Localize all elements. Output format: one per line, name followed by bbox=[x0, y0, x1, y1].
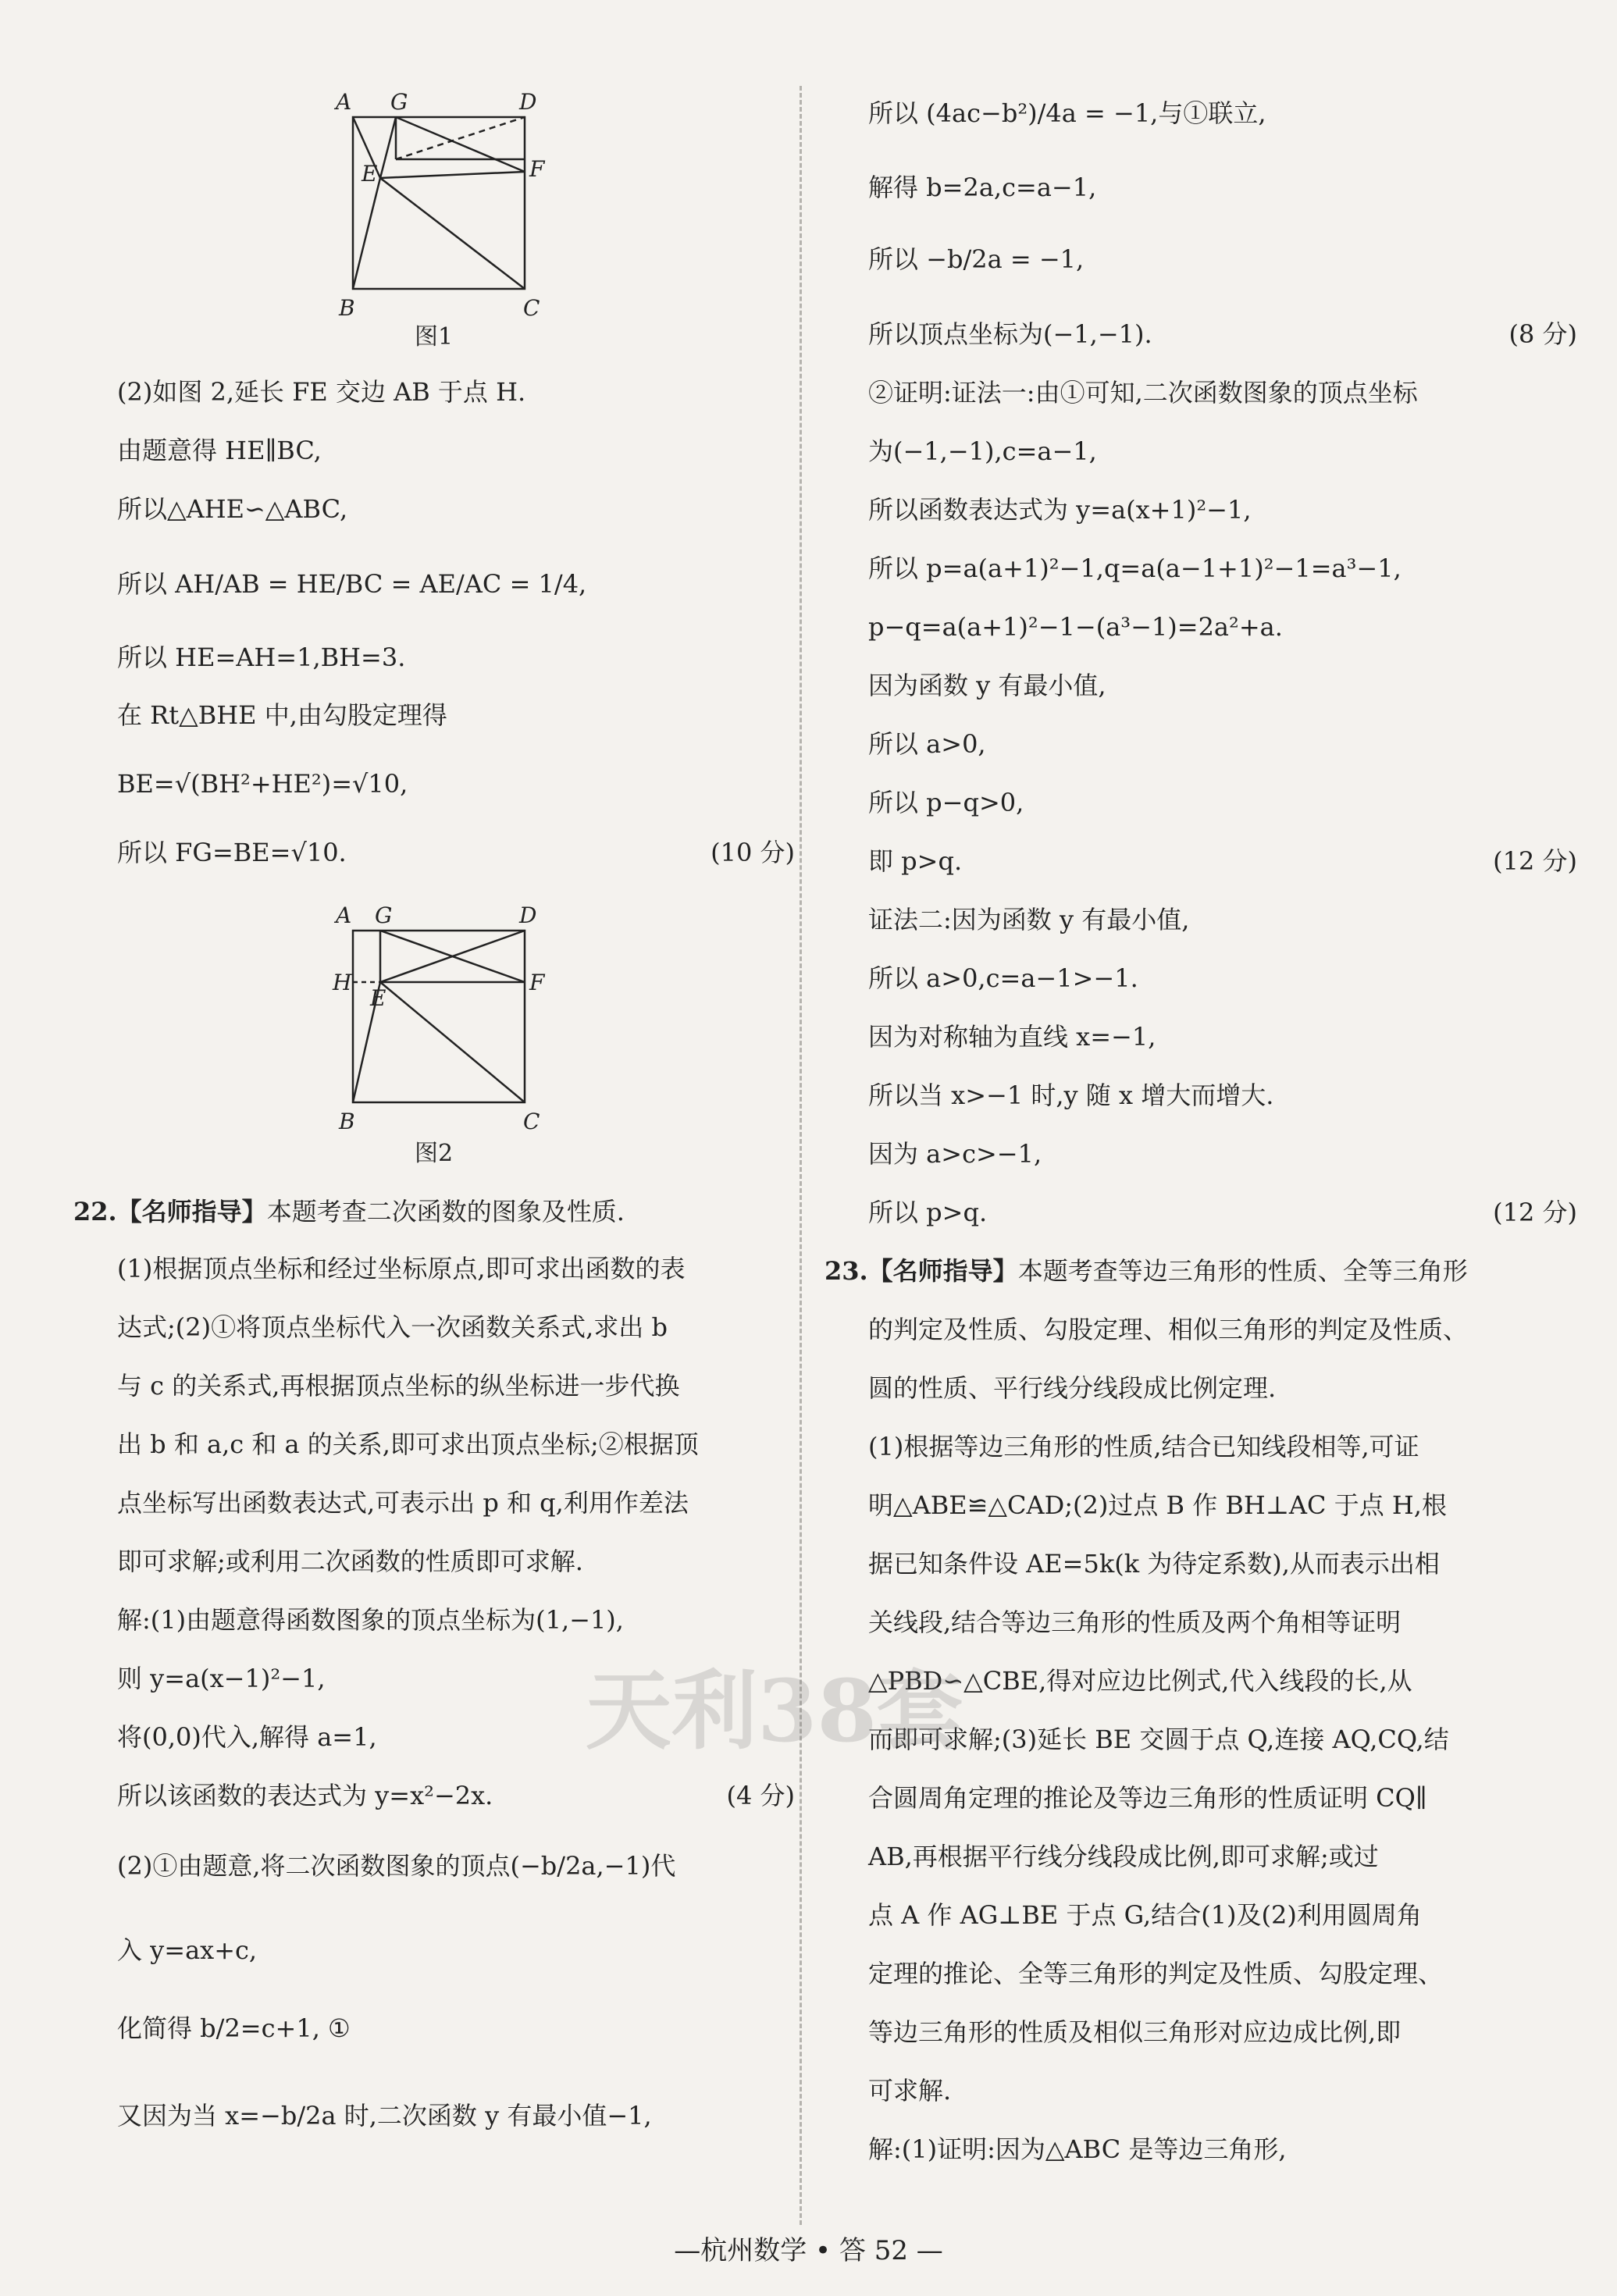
text-line: 等边三角形的性质及相似三角形对应边成比例,即 bbox=[868, 2017, 1402, 2047]
text-line: p−q=a(a+1)²−1−(a³−1)=2a²+a. bbox=[868, 612, 1283, 642]
score-10: (10 分) bbox=[711, 838, 795, 867]
guide-text: 本题考查二次函数的图象及性质. bbox=[266, 1197, 625, 1226]
text-line: 化简得 b/2=c+1, ① bbox=[117, 2013, 351, 2043]
fig1-label-d: D bbox=[519, 89, 537, 115]
text-line: 所以 AH/AB = HE/BC = AE/AC = 1/4, bbox=[117, 569, 587, 599]
text-line: 圆的性质、平行线分线段成比例定理. bbox=[868, 1373, 1277, 1403]
fig1-label-f: F bbox=[529, 156, 545, 182]
guide-tag: 【名师指导】 bbox=[867, 1256, 1018, 1286]
score-12: (12 分) bbox=[1493, 846, 1577, 876]
fig2-label-g: G bbox=[375, 902, 393, 928]
fig1-label-b: B bbox=[339, 295, 355, 321]
text-line: 的判定及性质、勾股定理、相似三角形的判定及性质、 bbox=[868, 1315, 1469, 1344]
text-line: 则 y=a(x−1)²−1, bbox=[117, 1664, 326, 1693]
question-23-title bbox=[825, 1255, 1468, 1287]
text-line: BE=√(BH²+HE²)=√10, bbox=[117, 769, 408, 799]
text-line: 所以△AHE∽△ABC, bbox=[117, 494, 348, 524]
text-line: 又因为当 x=−b/2a 时,二次函数 y 有最小值−1, bbox=[117, 2101, 652, 2130]
score-12: (12 分) bbox=[1493, 1198, 1577, 1227]
text-line: 点坐标写出函数表达式,可表示出 p 和 q,利用作差法 bbox=[117, 1488, 689, 1518]
text-line: 解:(1)证明:因为△ABC 是等边三角形, bbox=[868, 2134, 1287, 2164]
text-line: 所以 (4ac−b²)/4a = −1,与①联立, bbox=[868, 98, 1266, 128]
text-line: 所以函数表达式为 y=a(x+1)²−1, bbox=[868, 495, 1252, 525]
text-line: ②证明:证法一:由①可知,二次函数图象的顶点坐标 bbox=[868, 378, 1418, 408]
figure-1-caption: 图1 bbox=[415, 323, 454, 351]
text-line: (1)根据顶点坐标和经过坐标原点,即可求出函数的表 bbox=[117, 1254, 686, 1283]
text-line: 入 y=ax+c, bbox=[117, 1935, 258, 1965]
fig2-label-d: D bbox=[519, 902, 537, 928]
text-line: 点 A 作 AG⊥BE 于点 G,结合(1)及(2)利用圆周角 bbox=[868, 1900, 1422, 1930]
text-line: 因为 a>c>−1, bbox=[868, 1139, 1042, 1169]
figure-1 bbox=[336, 84, 679, 326]
text-line: 即 p>q. bbox=[868, 846, 963, 876]
fig2-label-h: H bbox=[333, 970, 352, 995]
text-line: 与 c 的关系式,再根据顶点坐标的纵坐标进一步代换 bbox=[117, 1371, 680, 1401]
text-line: 出 b 和 a,c 和 a 的关系,即可求出顶点坐标;②根据顶 bbox=[117, 1429, 699, 1459]
fig2-label-a: A bbox=[336, 902, 352, 928]
fig2-label-c: C bbox=[523, 1109, 540, 1134]
text-line: 将(0,0)代入,解得 a=1, bbox=[117, 1722, 377, 1752]
text-line: 所以 HE=AH=1,BH=3. bbox=[117, 643, 406, 672]
text-line: 据已知条件设 AE=5k(k 为待定系数),从而表示出相 bbox=[868, 1549, 1440, 1579]
question-22-title bbox=[73, 1196, 625, 1227]
text-line: AB,再根据平行线分线段成比例,即可求解;或过 bbox=[868, 1842, 1379, 1871]
fig2-label-b: B bbox=[339, 1109, 355, 1134]
text-line: 因为对称轴为直线 x=−1, bbox=[868, 1022, 1156, 1052]
score-8: (8 分) bbox=[1508, 319, 1577, 349]
text-line: 所以 FG=BE=√10. bbox=[117, 838, 347, 867]
text-line: 解得 b=2a,c=a−1, bbox=[868, 173, 1097, 202]
text-line: 合圆周角定理的推论及等边三角形的性质证明 CQ∥ bbox=[868, 1783, 1427, 1813]
figure-2-caption: 图2 bbox=[415, 1140, 454, 1167]
text-line: 因为函数 y 有最小值, bbox=[868, 671, 1106, 700]
text-line: 定理的推论、全等三角形的判定及性质、勾股定理、 bbox=[868, 1959, 1444, 1988]
text-line: 而即可求解;(3)延长 BE 交圆于点 Q,连接 AQ,CQ,结 bbox=[868, 1725, 1449, 1754]
text-line: 证法二:因为函数 y 有最小值, bbox=[868, 905, 1190, 934]
watermark-text: 天利38套 bbox=[586, 1661, 963, 1761]
fig1-label-g: G bbox=[390, 89, 408, 115]
text-line: 关线段,结合等边三角形的性质及两个角相等证明 bbox=[868, 1607, 1402, 1637]
guide-tag: 【名师指导】 bbox=[116, 1197, 267, 1226]
text-line: 为(−1,−1),c=a−1, bbox=[868, 436, 1097, 466]
text-line: 所以 a>0,c=a−1>−1. bbox=[868, 963, 1138, 993]
text-line: 达式;(2)①将顶点坐标代入一次函数关系式,求出 b bbox=[117, 1312, 668, 1342]
watermark-logo bbox=[578, 1624, 1015, 1819]
fig1-label-e: E bbox=[362, 161, 378, 187]
figure-2 bbox=[333, 898, 679, 1140]
text-line: 即可求解;或利用二次函数的性质即可求解. bbox=[117, 1547, 583, 1576]
fig1-label-c: C bbox=[523, 295, 540, 321]
text-line: 解:(1)由题意得函数图象的顶点坐标为(1,−1), bbox=[117, 1605, 624, 1635]
text-line: 所以 a>0, bbox=[868, 729, 986, 759]
fig2-label-f: F bbox=[529, 970, 545, 995]
text-line: 所以 p−q>0, bbox=[868, 788, 1024, 817]
column-divider bbox=[800, 86, 802, 2225]
text-line: 由题意得 HE∥BC, bbox=[117, 436, 322, 465]
text-line: 所以当 x>−1 时,y 随 x 增大而增大. bbox=[868, 1080, 1274, 1110]
text-line: (1)根据等边三角形的性质,结合已知线段相等,可证 bbox=[868, 1432, 1419, 1461]
text-line: 在 Rt△BHE 中,由勾股定理得 bbox=[117, 700, 447, 730]
text-line: (2)如图 2,延长 FE 交边 AB 于点 H. bbox=[117, 377, 526, 407]
text-line: 所以 p=a(a+1)²−1,q=a(a−1+1)²−1=a³−1, bbox=[868, 554, 1402, 583]
question-number: 22. bbox=[73, 1197, 117, 1226]
fig1-label-a: A bbox=[336, 89, 352, 115]
text-line: 明△ABE≌△CAD;(2)过点 B 作 BH⊥AC 于点 H,根 bbox=[868, 1490, 1447, 1520]
text-line: 可求解. bbox=[868, 2076, 952, 2106]
text-line: △PBD∽△CBE,得对应边比例式,代入线段的长,从 bbox=[868, 1666, 1412, 1696]
guide-text: 本题考查等边三角形的性质、全等三角形 bbox=[1017, 1256, 1468, 1286]
score-4: (4 分) bbox=[726, 1781, 795, 1810]
fig2-label-e: E bbox=[370, 985, 386, 1011]
page-footer: —杭州数学 • 答 52 — bbox=[674, 2235, 943, 2266]
text-line: (2)①由题意,将二次函数图象的顶点(−b/2a,−1)代 bbox=[117, 1851, 676, 1881]
text-line: 所以 p>q. bbox=[868, 1198, 988, 1227]
text-line: 所以该函数的表达式为 y=x²−2x. bbox=[117, 1781, 493, 1810]
text-line: 所以顶点坐标为(−1,−1). bbox=[868, 319, 1152, 349]
question-number: 23. bbox=[825, 1256, 868, 1286]
text-line: 所以 −b/2a = −1, bbox=[868, 244, 1085, 274]
